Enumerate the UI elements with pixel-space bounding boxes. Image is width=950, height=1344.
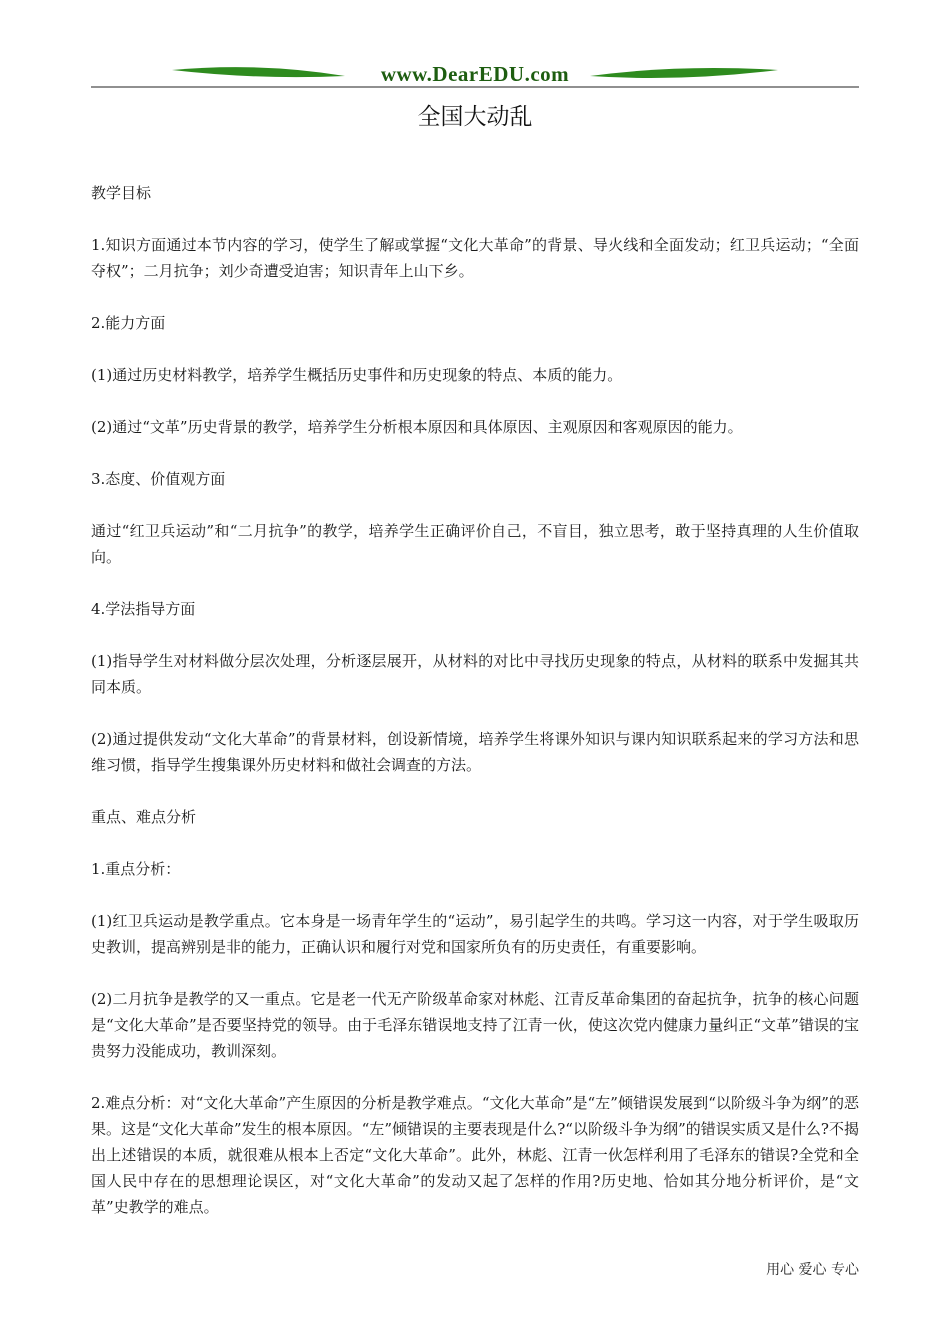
section-heading: 重点、难点分析	[91, 808, 197, 826]
paragraph: 通过“红卫兵运动”和“二月抗争”的教学，培养学生正确评价自己，不盲目，独立思考，敢于坚持真理的人生价值取向。	[91, 522, 859, 566]
section-heading: 教学目标	[91, 184, 152, 202]
site-logo: www.DearEDU.com	[380, 62, 570, 86]
subsection-heading: 4.学法指导方面	[91, 600, 196, 618]
paragraph: (2)通过“文革”历史背景的教学，培养学生分析根本原因和具体原因、主观原因和客观原因的能力。	[91, 418, 743, 436]
subsection-heading: 2.能力方面	[91, 314, 166, 332]
paragraph: (1)指导学生对材料做分层次处理，分析逐层展开，从材料的对比中寻找历史现象的特点，从材料的联系中发掘其共同本质。	[91, 652, 859, 696]
paragraph: (2)通过提供发动“文化大革命”的背景材料，创设新情境，培养学生将课外知识与课内知识联系起来的学习方法和思维习惯，指导学生搜集课外历史材料和做社会调查的方法。	[91, 730, 859, 774]
subsection-heading: 3.态度、价值观方面	[91, 470, 226, 488]
paragraph: 2.难点分析：对“文化大革命”产生原因的分析是教学难点。“文化大革命”是“左”倾错误发展到“以阶级斗争为纲”的恶果。这是“文化大革命”发生的根本原因。“左”倾错误的主要表现是什么?“以阶级斗争为纲”的错误实质又是什么?不揭出上述错误的本质，就很难从根本上否定“文化大革命”。此外，林彪、江青一伙怎样利用了毛泽东的错误?全党和全国人民中存在的思想理论误区，对“文化大革命”的发动又起了怎样的作用?历史地、恰如其分地分析评价，是“文革”史教学的难点。	[91, 1094, 859, 1216]
document-body	[91, 180, 859, 1246]
paragraph: (1)红卫兵运动是教学重点。它本身是一场青年学生的“运动”，易引起学生的共鸣。学习这一内容，对于学生吸取历史教训，提高辨别是非的能力，正确认识和履行对党和国家所负有的历史责任，有重要影响。	[91, 912, 859, 956]
subsection-heading: 1.重点分析：	[91, 860, 181, 878]
page-header	[0, 58, 950, 92]
paragraph: (1)通过历史材料教学，培养学生概括历史事件和历史现象的特点、本质的能力。	[91, 366, 623, 384]
page-title: 全国大动乱	[417, 104, 533, 130]
page-footer: 用心 爱心 专心	[766, 1262, 859, 1278]
paragraph: (2)二月抗争是教学的又一重点。它是老一代无产阶级革命家对林彪、江青反革命集团的奋起抗争，抗争的核心问题是“文化大革命”是否要坚持党的领导。由于毛泽东错误地支持了江青一伙，使这次党内健康力量纠正“文革”错误的宝贵努力没能成功，教训深刻。	[91, 990, 859, 1060]
paragraph: 1.知识方面通过本节内容的学习，使学生了解或掌握“文化大革命”的背景、导火线和全面发动；红卫兵运动；“全面夺权”；二月抗争；刘少奇遭受迫害；知识青年上山下乡。	[91, 236, 859, 280]
